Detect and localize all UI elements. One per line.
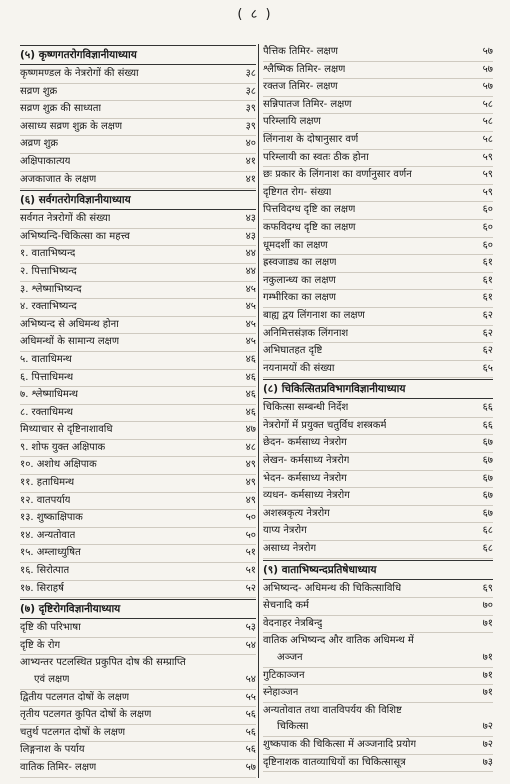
toc-entry bbox=[263, 737, 493, 755]
toc-entry-page: ६० bbox=[482, 221, 493, 233]
toc-entry-title: अभिघातहत दृष्टि bbox=[263, 345, 323, 357]
toc-entry bbox=[20, 655, 256, 672]
toc-entry bbox=[20, 545, 256, 563]
toc-entry bbox=[263, 343, 493, 361]
toc-entry-title: लिंगनाश के दोषानुसार वर्ण bbox=[263, 133, 359, 145]
toc-entry-title: वातिक तिमिर- लक्षण bbox=[20, 761, 97, 773]
toc-entry-title: रक्तज तिमिर- लक्षण bbox=[263, 81, 338, 93]
toc-entry bbox=[263, 598, 493, 616]
toc-entry-title: १४. अन्यतोवात bbox=[20, 529, 76, 541]
toc-entry bbox=[263, 167, 493, 185]
toc-entry-title: कफविदग्ध दृष्टि का लक्षण bbox=[263, 221, 356, 233]
toc-left-column bbox=[20, 44, 256, 778]
toc-entry-page: ६६ bbox=[482, 419, 493, 431]
toc-entry-page: ४७ bbox=[245, 424, 256, 436]
toc-entry bbox=[263, 114, 493, 132]
toc-entry bbox=[263, 185, 493, 203]
column-divider bbox=[258, 44, 259, 778]
toc-entry bbox=[20, 581, 256, 599]
toc-entry-title: चतुर्थ पटलगत दोषों के लक्षण bbox=[20, 726, 126, 738]
toc-entry-title: नेत्ररोगों में प्रयुक्त चतुर्विध शस्त्रकर्म bbox=[263, 419, 387, 431]
toc-entry bbox=[263, 220, 493, 238]
toc-right-column bbox=[263, 44, 493, 772]
toc-entry bbox=[20, 405, 256, 423]
toc-entry-title: १. वाताभिष्यन्द bbox=[20, 248, 76, 260]
toc-entry-title: लेखन- कर्मसाध्य नेत्ररोग bbox=[263, 455, 350, 467]
toc-entry bbox=[263, 650, 493, 668]
toc-entry-page: ५२ bbox=[245, 582, 256, 594]
toc-entry-page: ५६ bbox=[245, 744, 256, 756]
toc-entry bbox=[263, 79, 493, 97]
toc-entry bbox=[20, 282, 256, 300]
toc-entry-title: गुटिकाञ्जन bbox=[263, 669, 305, 681]
toc-entry-page: ६१ bbox=[482, 292, 493, 304]
toc-entry bbox=[20, 510, 256, 528]
toc-entry bbox=[263, 97, 493, 115]
toc-entry-page: ४९ bbox=[245, 494, 256, 506]
toc-entry-page: ५८ bbox=[482, 116, 493, 128]
toc-entry bbox=[263, 581, 493, 599]
toc-entry bbox=[20, 84, 256, 102]
toc-entry-title: ९. शोफ युक्त अक्षिपाक bbox=[20, 441, 106, 453]
toc-entry-title: अजकाजात के लक्षण bbox=[20, 173, 97, 185]
toc-entry-page: ६७ bbox=[482, 437, 493, 449]
toc-entry-page: ७० bbox=[482, 600, 493, 612]
toc-entry bbox=[20, 229, 256, 247]
toc-entry-title: सेचनादि कर्म bbox=[263, 600, 309, 612]
toc-entry-page: ४६ bbox=[245, 406, 256, 418]
toc-entry-page: ४९ bbox=[245, 477, 256, 489]
toc-entry-title: अभिष्यन्द- अधिमन्थ की चिकित्साविधि bbox=[263, 582, 402, 594]
toc-entry bbox=[263, 290, 493, 308]
toc-entry-page: ४९ bbox=[245, 459, 256, 471]
toc-entry-title: ७. श्लेष्माधिमन्थ bbox=[20, 389, 78, 401]
toc-entry bbox=[20, 101, 256, 119]
toc-entry-title: असाध्य सव्रण शुक्र के लक्षण bbox=[20, 120, 123, 132]
toc-entry bbox=[263, 273, 493, 291]
toc-entry-page: ६० bbox=[482, 239, 493, 251]
toc-entry bbox=[20, 475, 256, 493]
toc-entry-page: ३८ bbox=[245, 68, 256, 79]
toc-entry-title: १०. अशोथ अक्षिपाक bbox=[20, 459, 97, 471]
toc-entry-title: सर्वगत नेत्ररोगों की संख्या bbox=[20, 213, 111, 225]
toc-entry-page: ६५ bbox=[482, 362, 493, 374]
toc-entry bbox=[20, 672, 256, 690]
toc-entry bbox=[20, 620, 256, 638]
toc-entry-page: ५४ bbox=[245, 674, 256, 685]
toc-entry-title: अशस्त्रकृत्य नेत्ररोग bbox=[263, 507, 330, 519]
toc-entry bbox=[20, 136, 256, 154]
toc-entry bbox=[20, 422, 256, 440]
toc-entry bbox=[263, 488, 493, 506]
toc-entry-page: ६८ bbox=[482, 543, 493, 555]
page-number: ( ८ ) bbox=[237, 7, 273, 22]
toc-entry-title: सव्रण शुक्र की साध्यता bbox=[20, 103, 102, 115]
toc-entry-page: ६७ bbox=[482, 455, 493, 467]
toc-entry bbox=[263, 541, 493, 559]
toc-entry bbox=[263, 150, 493, 168]
toc-entry bbox=[20, 352, 256, 370]
toc-entry-title: १६. सिरोत्पात bbox=[20, 565, 70, 577]
toc-entry-page: ५९ bbox=[482, 151, 493, 163]
toc-entry-page: ५० bbox=[245, 529, 256, 541]
toc-entry-page: ४६ bbox=[245, 389, 256, 401]
toc-entry-title: स्नेहाञ्जन bbox=[263, 687, 299, 699]
toc-entry-title: चिकित्सा सम्बन्धी निर्देश bbox=[263, 402, 349, 414]
toc-entry-title: सन्निपातज तिमिर- लक्षण bbox=[263, 98, 352, 110]
toc-entry-page: ६६ bbox=[482, 402, 493, 414]
toc-entry-page: ५७ bbox=[482, 46, 493, 57]
toc-entry-title: परिम्लायि लक्षण bbox=[263, 116, 321, 128]
toc-entry-title: २. पित्ताभिष्यन्द bbox=[20, 265, 77, 277]
toc-entry-title: नकुलान्ध्य का लक्षण bbox=[263, 274, 336, 286]
toc-entry bbox=[263, 453, 493, 471]
toc-entry-title: दृष्टि की परिभाषा bbox=[20, 622, 81, 634]
toc-entry-title: अधिमन्थों के सामान्य लक्षण bbox=[20, 336, 120, 348]
toc-entry-title: पैत्तिक तिमिर- लक्षण bbox=[263, 46, 338, 57]
chapter-heading: (५) कृष्णगतरोगविज्ञानीयाध्याय bbox=[20, 45, 256, 65]
toc-entry-page: ६२ bbox=[482, 345, 493, 357]
toc-entry bbox=[20, 760, 256, 778]
toc-entry-page: ६७ bbox=[482, 507, 493, 519]
toc-entry-title: अभिष्यन्दि-चिकित्सा का महत्त्व bbox=[20, 230, 130, 242]
toc-entry bbox=[263, 255, 493, 273]
toc-entry-title: मिथ्याचार से दृष्टिनाशावधि bbox=[20, 424, 113, 436]
toc-entry-page: ६१ bbox=[482, 274, 493, 286]
toc-entry bbox=[263, 685, 493, 703]
toc-entry-title: अभिष्यन्द से अधिमन्थ होना bbox=[20, 318, 119, 330]
toc-entry bbox=[263, 471, 493, 489]
toc-entry-page: ६२ bbox=[482, 327, 493, 339]
toc-entry bbox=[263, 418, 493, 436]
toc-entry-title: ११. हताधिमन्थ bbox=[20, 477, 75, 489]
toc-entry-page: ७१ bbox=[482, 652, 493, 663]
toc-entry bbox=[20, 264, 256, 282]
toc-entry bbox=[20, 440, 256, 458]
toc-entry-page: ३८ bbox=[245, 85, 256, 97]
toc-entry-page: ६२ bbox=[482, 309, 493, 321]
chapter-heading: (८) चिकित्सितप्रविभागविज्ञानीयाध्याय bbox=[263, 379, 493, 399]
toc-entry bbox=[263, 523, 493, 541]
toc-entry-title: श्लैष्मिक तिमिर- लक्षण bbox=[263, 63, 346, 75]
toc-entry-title: याप्य नेत्ररोग bbox=[263, 525, 307, 537]
toc-entry bbox=[263, 62, 493, 80]
toc-entry-title: अव्रण शुक्र bbox=[20, 138, 59, 150]
toc-entry bbox=[263, 703, 493, 720]
toc-entry-page: ५७ bbox=[482, 63, 493, 75]
toc-entry-page: ५८ bbox=[482, 133, 493, 145]
chapter-heading: (६) सर्वगतरोगविज्ञानीयाध्याय bbox=[20, 190, 256, 210]
toc-entry-title: भेदन- कर्मसाध्य नेत्ररोग bbox=[263, 472, 347, 484]
toc-entry bbox=[263, 238, 493, 256]
toc-entry-title: नयनामयों की संख्या bbox=[263, 362, 335, 374]
toc-entry-page: ४५ bbox=[245, 283, 256, 295]
toc-entry-page: ७२ bbox=[482, 721, 493, 733]
toc-entry bbox=[263, 308, 493, 326]
toc-entry-title: १७. सिराहर्ष bbox=[20, 582, 64, 594]
toc-entry-page: ४६ bbox=[245, 371, 256, 383]
toc-entry-title: ५. वाताधिमन्थ bbox=[20, 353, 72, 365]
toc-entry-page: ३९ bbox=[245, 103, 256, 115]
toc-entry-page: ५६ bbox=[245, 726, 256, 738]
toc-entry-title: शुष्कपाक की चिकित्सा में अञ्जनादि प्रयोग bbox=[263, 738, 417, 750]
toc-entry-title: एवं लक्षण bbox=[34, 674, 70, 685]
toc-entry-title: सव्रण शुक्र bbox=[20, 85, 58, 97]
toc-entry-page: ५० bbox=[245, 512, 256, 524]
toc-entry-title: बाह्य द्वय लिंगनाश का लक्षण bbox=[263, 309, 365, 321]
toc-entry-title: ८. रक्ताधिमन्थ bbox=[20, 406, 74, 418]
toc-entry bbox=[20, 387, 256, 405]
toc-entry-page: ५९ bbox=[482, 169, 493, 181]
toc-entry-page: ६९ bbox=[482, 582, 493, 594]
toc-entry-page: ४३ bbox=[245, 230, 256, 242]
toc-entry bbox=[20, 370, 256, 388]
toc-entry bbox=[263, 202, 493, 220]
toc-entry-title: छः प्रकार के लिंगनाश का वर्णानुसार वर्णन bbox=[263, 169, 412, 181]
toc-entry-page: ७२ bbox=[482, 738, 493, 750]
toc-entry-title: ह्रस्वजाड्य का लक्षण bbox=[263, 257, 337, 269]
chapter-heading: (९) वाताभिष्यन्दप्रतिषेधाध्याय bbox=[263, 560, 493, 580]
toc-entry-page: ५९ bbox=[482, 186, 493, 198]
toc-entry-title: चिकित्सा bbox=[277, 721, 309, 733]
toc-entry bbox=[20, 172, 256, 190]
toc-entry bbox=[263, 668, 493, 686]
toc-entry-title: ४. रक्ताभिष्यन्द bbox=[20, 301, 77, 313]
toc-entry-page: ७१ bbox=[482, 669, 493, 681]
toc-entry-page: ६७ bbox=[482, 472, 493, 484]
toc-entry-title: १३. शुष्काक्षिपाक bbox=[20, 512, 83, 524]
toc-entry-page: ५७ bbox=[482, 81, 493, 93]
toc-entry-title: वेदनाहर नेत्रबिन्दु bbox=[263, 617, 323, 629]
toc-entry-page: ५७ bbox=[245, 761, 256, 773]
toc-entry bbox=[20, 457, 256, 475]
toc-entry-title: दृष्टि के रोग bbox=[20, 639, 61, 651]
toc-entry-page: ६७ bbox=[482, 490, 493, 502]
toc-entry-title: द्वितीय पटलगत दोषों के लक्षण bbox=[20, 691, 130, 703]
toc-entry bbox=[263, 719, 493, 737]
toc-entry-page: ५५ bbox=[245, 691, 256, 703]
toc-entry bbox=[263, 616, 493, 634]
toc-entry bbox=[20, 528, 256, 546]
toc-entry-title: कृष्णमण्डल के नेत्ररोगों की संख्या bbox=[20, 68, 139, 79]
toc-entry bbox=[263, 435, 493, 453]
toc-entry-page: ५४ bbox=[245, 639, 256, 651]
toc-entry bbox=[263, 326, 493, 344]
toc-entry bbox=[20, 742, 256, 760]
toc-entry-page: ४६ bbox=[245, 353, 256, 365]
toc-entry-page: ६८ bbox=[482, 525, 493, 537]
toc-entry-page: ४५ bbox=[245, 336, 256, 348]
toc-entry-page: ४५ bbox=[245, 301, 256, 313]
toc-entry-title: पित्तविदग्ध दृष्टि का लक्षण bbox=[263, 204, 356, 216]
toc-entry bbox=[263, 132, 493, 150]
toc-entry bbox=[263, 755, 493, 773]
toc-entry-title: व्यधन- कर्मसाध्य नेत्ररोग bbox=[263, 490, 350, 502]
toc-entry-title: अक्षिपाकात्यय bbox=[20, 155, 71, 167]
toc-entry-page: ४५ bbox=[245, 318, 256, 330]
toc-entry-page: ६१ bbox=[482, 257, 493, 269]
toc-entry-page: ७१ bbox=[482, 687, 493, 699]
toc-entry bbox=[263, 633, 493, 650]
toc-entry-page: ५३ bbox=[245, 622, 256, 634]
toc-entry-title: अन्यतोवात तथा वातविपर्यय की विशिष्ट bbox=[263, 704, 402, 716]
toc-entry-title: परिम्लायी का स्वतः ठीक होना bbox=[263, 151, 369, 163]
toc-entry-page: ४३ bbox=[245, 213, 256, 225]
toc-entry-title: १५. अम्लाध्युषित bbox=[20, 547, 81, 559]
toc-entry-title: लिङ्गनाश के पर्याय bbox=[20, 744, 85, 756]
toc-entry bbox=[20, 725, 256, 743]
toc-entry-title: दृष्टिनाशक वातव्याधियों का चिकित्सासूत्र bbox=[263, 756, 406, 768]
toc-entry bbox=[20, 317, 256, 335]
toc-entry-title: गम्भीरिका का लक्षण bbox=[263, 292, 337, 304]
toc-entry-page: ४४ bbox=[245, 248, 256, 260]
toc-entry bbox=[20, 493, 256, 511]
toc-entry bbox=[263, 506, 493, 524]
toc-entry-title: अनिमित्तसंज्ञक लिंगनाश bbox=[263, 327, 349, 339]
toc-entry-title: छेदन- कर्मसाध्य नेत्ररोग bbox=[263, 437, 347, 449]
toc-entry bbox=[20, 563, 256, 581]
toc-entry-title: ६. पित्ताधिमन्थ bbox=[20, 371, 74, 383]
toc-entry-title: धूमदर्शी का लक्षण bbox=[263, 239, 328, 251]
toc-entry-page: ४० bbox=[245, 138, 256, 150]
toc-entry-page: ५१ bbox=[245, 547, 256, 559]
toc-entry-page: ४४ bbox=[245, 265, 256, 277]
toc-entry bbox=[20, 246, 256, 264]
toc-entry-title: वातिक अभिष्यन्द और वातिक अधिमन्थ में bbox=[263, 635, 414, 647]
toc-entry-page: ५६ bbox=[245, 709, 256, 721]
toc-entry bbox=[20, 119, 256, 137]
toc-entry-page: ४१ bbox=[245, 155, 256, 167]
toc-entry bbox=[20, 690, 256, 708]
toc-entry-title: असाध्य नेत्ररोग bbox=[263, 543, 317, 555]
toc-entry bbox=[263, 44, 493, 62]
toc-entry-title: अञ्जन bbox=[277, 652, 303, 663]
toc-entry bbox=[20, 211, 256, 229]
toc-entry bbox=[20, 299, 256, 317]
toc-entry bbox=[20, 707, 256, 725]
toc-entry-title: दृष्टिगत रोग- संख्या bbox=[263, 186, 332, 198]
toc-entry bbox=[20, 334, 256, 352]
toc-entry bbox=[20, 154, 256, 172]
toc-entry-page: ५८ bbox=[482, 98, 493, 110]
toc-entry bbox=[20, 66, 256, 84]
toc-entry-page: ७१ bbox=[482, 617, 493, 629]
toc-entry bbox=[263, 361, 493, 379]
toc-entry-page: ५१ bbox=[245, 565, 256, 577]
toc-entry-page: ३९ bbox=[245, 120, 256, 132]
toc-entry-title: ३. श्लेष्माभिष्यन्द bbox=[20, 283, 82, 295]
toc-entry bbox=[263, 400, 493, 418]
toc-entry-title: तृतीय पटलगत कुपित दोषों के लक्षण bbox=[20, 709, 152, 721]
toc-entry-title: आभ्यन्तर पटलस्थित प्रकुपित दोष की सम्प्राप्ति bbox=[20, 657, 186, 669]
toc-entry-page: ६० bbox=[482, 204, 493, 216]
toc-entry-page: ४१ bbox=[245, 173, 256, 185]
toc-entry-page: ४८ bbox=[245, 441, 256, 453]
toc-entry-title: १२. वातपर्याय bbox=[20, 494, 71, 506]
toc-entry bbox=[20, 638, 256, 656]
toc-entry-page: ७३ bbox=[482, 756, 493, 768]
chapter-heading: (७) दृष्टिरोगविज्ञानीयाध्याय bbox=[20, 599, 256, 619]
